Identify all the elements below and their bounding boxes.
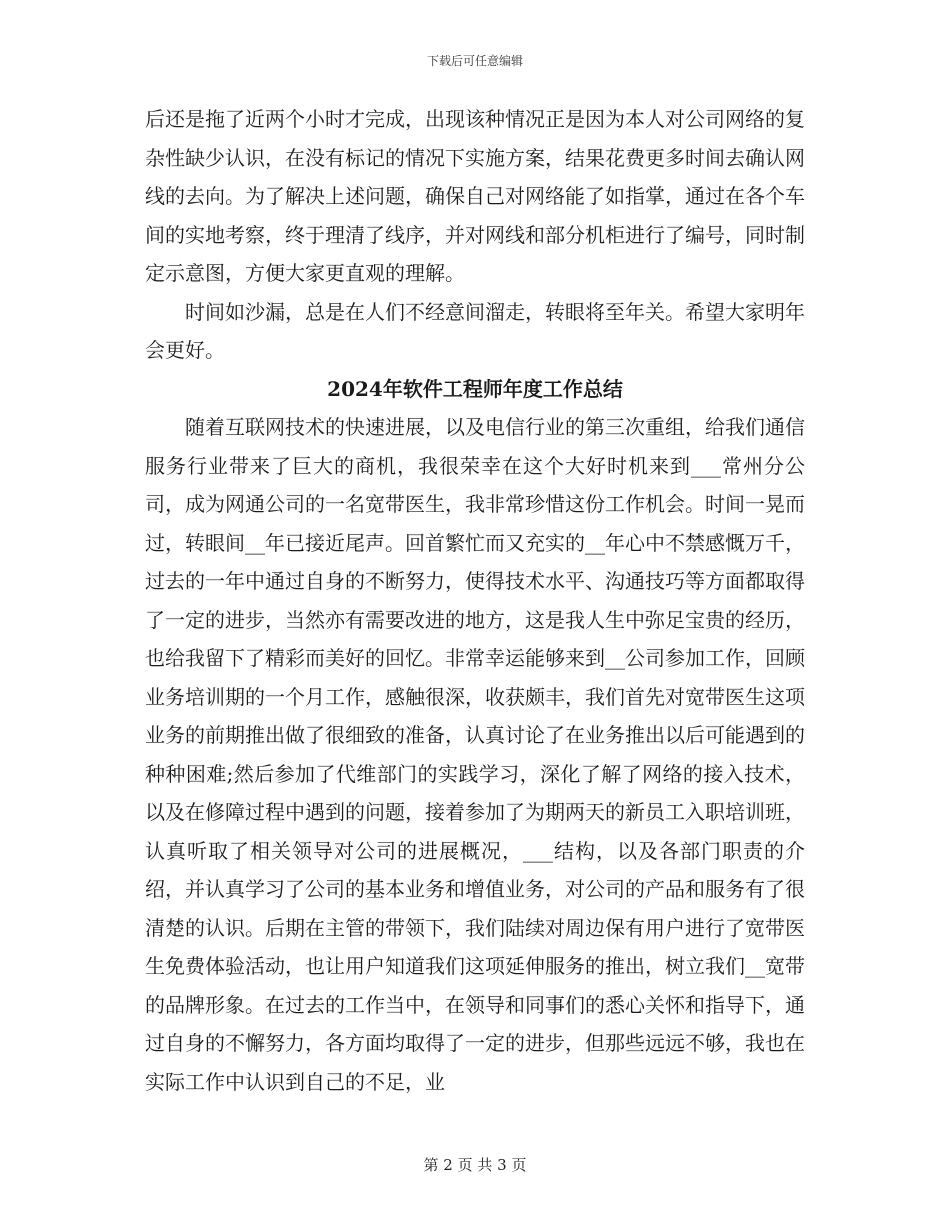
page-header: 下载后可任意编辑 [426,54,523,68]
paragraph-continuation: 后还是拖了近两个小时才完成，出现该种情况正是因为本人对公司网络的复杂性缺少认识，在没有标记的情况下实施方案，结果花费更多时间去确认网线的去向。为了解决上述问题，确保自己对网络能了如指掌，通过在各个车间的实地考察，终于理清了线序，并对网线和部分机柜进行了编号，同时制定示意图，方便大家更直观的理解。 [145,107,805,285]
paragraph-closing: 时间如沙漏，总是在人们不经意间溜走，转眼将至年关。希望大家明年会更好。 [145,299,805,362]
document-body [145,100,805,1101]
page-number: 第 2 页 共 3 页 [423,1156,527,1174]
section-title: 2024年软件工程师年度工作总结 [327,376,623,401]
paragraph-summary: 随着互联网技术的快速进展，以及电信行业的第三次重组，给我们通信服务行业带来了巨大的商机，我很荣幸在这个大好时机来到___常州分公司，成为网通公司的一名宽带医生，我非常珍惜这份工作机会。时间一晃而过，转眼间__年已接近尾声。回首繁忙而又充实的__年心中不禁感慨万千，过去的一年中通过自身的不断努力，使得技术水平、沟通技巧等方面都取得了一定的进步，当然亦有需要改进的地方，这是我人生中弥足宝贵的经历，也给我留下了精彩而美好的回忆。非常幸运能够来到__公司参加工作，回顾业务培训期的一个月工作，感触很深，收获颇丰，我们首先对宽带医生这项业务的前期推出做了很细致的准备，认真讨论了在业务推出以后可能遇到的种种困难;然后参加了代维部门的实践学习，深化了解了网络的接入技术，以及在修障过程中遇到的问题，接着参加了为期两天的新员工入职培训班，认真听取了相关领导对公司的进展概况，___结构，以及各部门职责的介绍，并认真学习了公司的基本业务和增值业务，对公司的产品和服务有了很清楚的认识。后期在主管的带领下，我们陆续对周边保有用户进行了宽带医生免费体验活动，也让用户知道我们这项延伸服务的推出，树立我们__宽带的品牌形象。在过去的工作当中，在领导和同事们的悉心关怀和指导下，通过自身的不懈努力，各方面均取得了一定的进步，但那些远远不够，我也在实际工作中认识到自己的不足，业 [145,415,805,1094]
